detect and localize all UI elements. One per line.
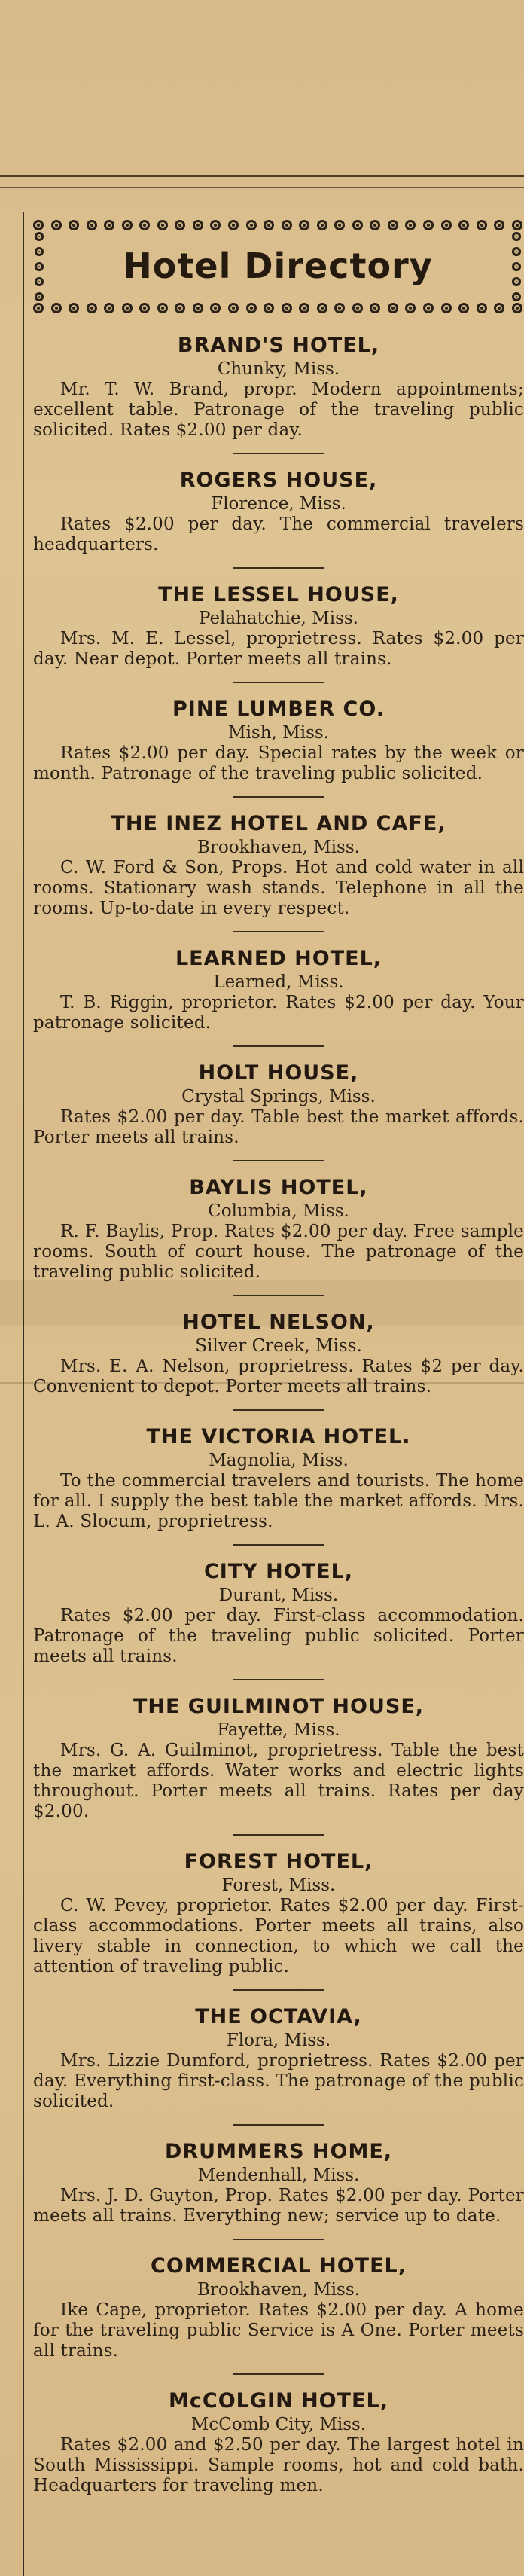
chain-link-ornament xyxy=(317,220,328,230)
hotel-entry xyxy=(33,1694,524,1822)
hotel-location: Flora, Miss. xyxy=(226,2031,331,2050)
chain-link-ornament xyxy=(477,303,487,313)
hotel-description: Ike Cape, proprietor. Rates $2.00 per day. A home for the traveling public Service is A One. Porter meets all trains. xyxy=(33,2300,524,2361)
hotel-name: HOLT HOUSE, xyxy=(198,1061,359,1085)
hotel-name: BAYLIS HOTEL, xyxy=(189,1176,368,1199)
entry-separator xyxy=(233,1409,324,1411)
hotel-name: COMMERCIAL HOTEL, xyxy=(151,2254,407,2278)
entry-separator xyxy=(233,567,324,569)
directory-header xyxy=(33,212,522,316)
hotel-description: Rates $2.00 per day. Special rates by the week or month. Patronage of the traveling public solicited. xyxy=(33,743,524,783)
hotel-name: LEARNED HOTEL, xyxy=(175,947,382,970)
entry-separator xyxy=(233,1834,324,1836)
chain-link-ornament xyxy=(317,303,328,313)
entry-separator xyxy=(233,2124,324,2126)
entry-separator xyxy=(233,1295,324,1296)
chain-link-ornament xyxy=(458,220,469,230)
chain-link-ornament xyxy=(458,303,469,313)
chain-link-ornament xyxy=(388,303,398,313)
chain-link-ornament xyxy=(512,232,521,241)
entry-separator xyxy=(233,1544,324,1546)
hotel-entry xyxy=(33,468,524,555)
hotel-description: Rates $2.00 per day. The commercial travelers headquarters. xyxy=(33,514,524,554)
chain-link-ornament xyxy=(246,220,257,230)
chain-link-ornament xyxy=(35,262,44,271)
top-thin-rule xyxy=(0,187,524,188)
chain-link-ornament xyxy=(122,220,133,230)
chain-link-ornament xyxy=(175,220,185,230)
hotel-description: Rates $2.00 per day. First-class accommodation. Patronage of the traveling public solicited. Porter meets all trains. xyxy=(33,1606,524,1666)
chain-link-ornament xyxy=(334,220,345,230)
entry-separator xyxy=(233,796,324,798)
chain-link-ornament xyxy=(388,220,398,230)
hotel-description: To the commercial travelers and tourists. The home for all. I supply the best table the market affords. Mrs. L. A. Slocum, proprietress. xyxy=(33,1471,524,1531)
hotel-description: Mrs. G. A. Guilminot, proprietress. Table the best the market affords. Water works and electric lights throughout. Porter meets all trains. Rates per day $2.00. xyxy=(33,1741,524,1821)
chain-link-ornament xyxy=(35,247,44,256)
hotel-location: Fayette, Miss. xyxy=(217,1720,340,1740)
hotel-entry xyxy=(33,697,524,784)
chain-link-ornament xyxy=(193,303,203,313)
chain-link-ornament xyxy=(35,232,44,241)
hotel-entry xyxy=(33,1849,524,1977)
hotel-description: Mrs. J. D. Guyton, Prop. Rates $2.00 per day. Porter meets all trains. Everything new; service up to date. xyxy=(33,2186,524,2226)
entry-separator xyxy=(233,682,324,683)
hotel-location: Crystal Springs, Miss. xyxy=(181,1087,376,1106)
chain-link-ornament xyxy=(405,220,416,230)
hotel-entry xyxy=(33,811,524,919)
chain-link-ornament xyxy=(299,220,309,230)
hotel-entry xyxy=(33,2139,524,2227)
chain-link-ornament xyxy=(139,220,150,230)
hotel-location: Columbia, Miss. xyxy=(208,1201,349,1221)
chain-link-ornament xyxy=(512,262,521,271)
entry-separator xyxy=(233,1045,324,1047)
hotel-entry xyxy=(33,1424,524,1532)
hotel-entry xyxy=(33,2004,524,2112)
chain-link-ornament xyxy=(352,220,363,230)
hotel-location: Learned, Miss. xyxy=(213,972,344,992)
chain-link-ornament xyxy=(104,220,114,230)
chain-link-ornament xyxy=(35,292,44,301)
chain-link-ornament xyxy=(139,303,150,313)
chain-link-ornament xyxy=(282,220,292,230)
hotel-location: Mendenhall, Miss. xyxy=(197,2165,360,2185)
hotel-location: Pelahatchie, Miss. xyxy=(199,609,358,628)
ornamental-border-bottom xyxy=(33,301,522,315)
hotel-location: McComb City, Miss. xyxy=(190,2415,367,2434)
hotel-name: THE OCTAVIA, xyxy=(195,2005,362,2028)
hotel-location: Mish, Miss. xyxy=(228,723,329,743)
chain-link-ornament xyxy=(494,303,504,313)
hotel-location: Florence, Miss. xyxy=(211,494,346,514)
chain-link-ornament xyxy=(69,220,79,230)
hotel-listings xyxy=(33,333,524,2496)
hotel-entry xyxy=(33,582,524,670)
chain-link-ornament xyxy=(441,220,452,230)
chain-link-ornament xyxy=(512,292,521,301)
hotel-description: C. W. Pevey, proprietor. Rates $2.00 per day. First-class accommodations. Porter meets all trains, also livery stable in connection, to which we call the attention of traveling public. xyxy=(33,1896,524,1976)
hotel-entry xyxy=(33,1061,524,1148)
entry-separator xyxy=(233,2239,324,2240)
entry-separator xyxy=(233,1679,324,1680)
hotel-entry xyxy=(33,1310,524,1397)
directory-column xyxy=(23,212,524,2576)
chain-link-ornament xyxy=(264,220,274,230)
chain-link-ornament xyxy=(157,303,168,313)
ornamental-border-right xyxy=(510,232,522,301)
entry-separator xyxy=(233,931,324,932)
hotel-location: Silver Creek, Miss. xyxy=(195,1336,362,1356)
hotel-name: ROGERS HOUSE, xyxy=(179,469,378,492)
hotel-name: HOTEL NELSON, xyxy=(182,1311,375,1334)
chain-link-ornament xyxy=(370,303,380,313)
hotel-name: DRUMMERS HOME, xyxy=(164,2140,393,2163)
ornamental-border-left xyxy=(33,232,45,301)
chain-link-ornament xyxy=(228,220,239,230)
chain-link-ornament xyxy=(423,220,434,230)
hotel-location: Forest, Miss. xyxy=(221,1876,336,1895)
hotel-name: BRAND'S HOTEL, xyxy=(177,334,380,357)
hotel-location: Brookhaven, Miss. xyxy=(197,2280,360,2300)
chain-link-ornament xyxy=(405,303,416,313)
hotel-description: Mrs. M. E. Lessel, proprietress. Rates $2.00 per day. Near depot. Porter meets all trains. xyxy=(33,629,524,669)
entry-separator xyxy=(233,1160,324,1161)
hotel-name: THE INEZ HOTEL AND CAFE, xyxy=(111,812,446,835)
hotel-entry xyxy=(33,2254,524,2361)
hotel-description: C. W. Ford & Son, Props. Hot and cold water in all rooms. Stationary wash stands. Telephone in all the rooms. Up-to-date in every respect. xyxy=(33,858,524,918)
chain-link-ornament xyxy=(175,303,185,313)
chain-link-ornament xyxy=(352,303,363,313)
top-column-rule xyxy=(0,175,524,177)
hotel-name: THE LESSEL HOUSE, xyxy=(158,583,399,606)
chain-link-ornament xyxy=(87,303,97,313)
chain-link-ornament xyxy=(494,220,504,230)
hotel-location: Chunky, Miss. xyxy=(217,359,340,379)
chain-link-ornament xyxy=(334,303,345,313)
hotel-description: T. B. Riggin, proprietor. Rates $2.00 per day. Your patronage solicited. xyxy=(33,993,524,1033)
chain-link-ornament xyxy=(157,220,168,230)
chain-link-ornament xyxy=(35,277,44,286)
chain-link-ornament xyxy=(441,303,452,313)
chain-link-ornament xyxy=(370,220,380,230)
chain-link-ornament xyxy=(87,220,97,230)
hotel-entry xyxy=(33,333,524,441)
entry-separator xyxy=(233,1989,324,1991)
hotel-location: Durant, Miss. xyxy=(218,1586,339,1605)
chain-link-ornament xyxy=(51,303,62,313)
chain-link-ornament xyxy=(282,303,292,313)
entry-separator xyxy=(233,453,324,454)
hotel-description: Rates $2.00 and $2.50 per day. The largest hotel in South Mississippi. Sample rooms, hot and cold bath. Headquarters for traveling men. xyxy=(33,2435,524,2495)
chain-link-ornament xyxy=(122,303,133,313)
entry-separator xyxy=(233,2373,324,2375)
hotel-name: CITY HOTEL, xyxy=(203,1560,354,1583)
hotel-location: Brookhaven, Miss. xyxy=(197,838,360,857)
hotel-description: Mr. T. W. Brand, propr. Modern appointments; excellent table. Patronage of the traveling public solicited. Rates $2.00 per day. xyxy=(33,380,524,440)
hotel-location: Magnolia, Miss. xyxy=(209,1451,349,1470)
chain-link-ornament xyxy=(477,220,487,230)
hotel-description: Rates $2.00 per day. Table best the market affords. Porter meets all trains. xyxy=(33,1107,524,1147)
chain-link-ornament xyxy=(299,303,309,313)
hotel-name: THE VICTORIA HOTEL. xyxy=(146,1425,411,1448)
ornamental-border-top xyxy=(33,218,522,232)
chain-link-ornament xyxy=(512,220,522,230)
chain-link-ornament xyxy=(512,247,521,256)
hotel-description: Mrs. E. A. Nelson, proprietress. Rates $2 per day. Convenient to depot. Porter meets all trains. xyxy=(33,1357,524,1396)
chain-link-ornament xyxy=(210,220,221,230)
directory-title: Hotel Directory xyxy=(123,246,433,286)
hotel-description: Mrs. Lizzie Dumford, proprietress. Rates $2.00 per day. Everything first-class. The patronage of the public solicited. xyxy=(33,2051,524,2111)
chain-link-ornament xyxy=(423,303,434,313)
chain-link-ornament xyxy=(51,220,62,230)
hotel-entry xyxy=(33,946,524,1033)
chain-link-ornament xyxy=(246,303,257,313)
chain-link-ornament xyxy=(33,220,44,230)
chain-link-ornament xyxy=(512,277,521,286)
hotel-name: McCOLGIN HOTEL, xyxy=(169,2389,388,2413)
hotel-entry xyxy=(33,1559,524,1667)
chain-link-ornament xyxy=(104,303,114,313)
chain-link-ornament xyxy=(193,220,203,230)
chain-link-ornament xyxy=(228,303,239,313)
hotel-entry xyxy=(33,2388,524,2496)
hotel-description: R. F. Baylis, Prop. Rates $2.00 per day. Free sample rooms. South of court house. The patronage of the traveling public solicited. xyxy=(33,1222,524,1282)
chain-link-ornament xyxy=(264,303,274,313)
chain-link-ornament xyxy=(69,303,79,313)
hotel-name: THE GUILMINOT HOUSE, xyxy=(133,1695,425,1718)
chain-link-ornament xyxy=(33,303,44,313)
chain-link-ornament xyxy=(512,303,522,313)
hotel-entry xyxy=(33,1175,524,1283)
chain-link-ornament xyxy=(210,303,221,313)
hotel-name: PINE LUMBER CO. xyxy=(172,697,385,721)
hotel-name: FOREST HOTEL, xyxy=(184,1850,373,1873)
